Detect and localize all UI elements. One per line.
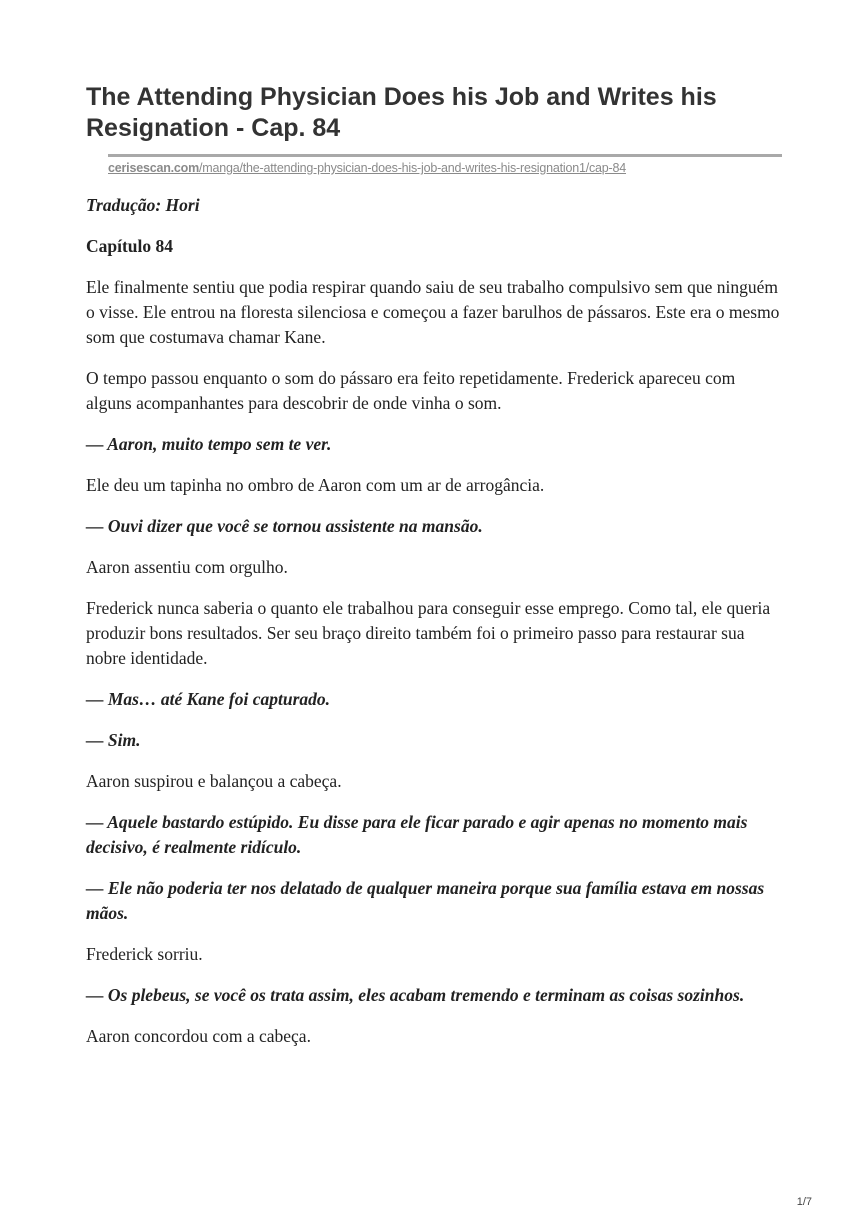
paragraph: Aaron suspirou e balançou a cabeça. — [86, 771, 342, 791]
paragraph: Aaron assentiu com orgulho. — [86, 557, 288, 577]
dialogue-line: — Sim. — [86, 730, 141, 750]
paragraph: Ele deu um tapinha no ombro de Aaron com um ar de arrogância. — [86, 475, 545, 495]
dialogue-line: — Ele não poderia ter nos delatado de qualquer maneira porque sua família estava em nossas mãos. — [86, 878, 765, 923]
translation-credit: Tradução: Hori — [86, 195, 200, 215]
chapter-content — [86, 193, 782, 1049]
paragraph: Aaron concordou com a cabeça. — [86, 1026, 311, 1046]
paragraph: O tempo passou enquanto o som do pássaro era feito repetidamente. Frederick apareceu com alguns acompanhantes para descobrir de onde vinha o som. — [86, 368, 736, 413]
page-title: The Attending Physician Does his Job and Writes his Resignation - Cap. 84 — [86, 83, 717, 142]
source-host: cerisescan.com — [108, 161, 200, 175]
dialogue-line: — Ouvi dizer que você se tornou assistente na mansão. — [86, 516, 483, 536]
page-number: 1/7 — [796, 1196, 812, 1208]
dialogue-line: — Mas… até Kane foi capturado. — [86, 689, 331, 709]
document-page — [86, 82, 782, 1065]
paragraph: Ele finalmente sentiu que podia respirar quando saiu de seu trabalho compulsivo sem que ninguém o visse. Ele entrou na floresta silenciosa e começou a fazer barulhos de pássaros. Este era o mesmo som que costumava chamar Kane. — [86, 277, 780, 347]
source-path: /manga/the-attending-physician-does-his-job-and-writes-his-resignation1/cap-84 — [199, 161, 627, 175]
dialogue-line: — Aquele bastardo estúpido. Eu disse para ele ficar parado e agir apenas no momento mais decisivo, é realmente ridículo. — [86, 812, 748, 857]
title-divider — [108, 154, 782, 157]
paragraph: Frederick nunca saberia o quanto ele trabalhou para conseguir esse emprego. Como tal, ele queria produzir bons resultados. Ser seu braço direito também foi o primeiro passo para restaurar sua nobre identidade. — [86, 598, 771, 668]
dialogue-line: — Aaron, muito tempo sem te ver. — [86, 434, 332, 454]
source-url — [108, 161, 782, 175]
paragraph: Frederick sorriu. — [86, 944, 203, 964]
source-link[interactable] — [108, 161, 626, 175]
chapter-heading: Capítulo 84 — [86, 236, 174, 256]
dialogue-line: — Os plebeus, se você os trata assim, eles acabam tremendo e terminam as coisas sozinhos. — [86, 985, 745, 1005]
